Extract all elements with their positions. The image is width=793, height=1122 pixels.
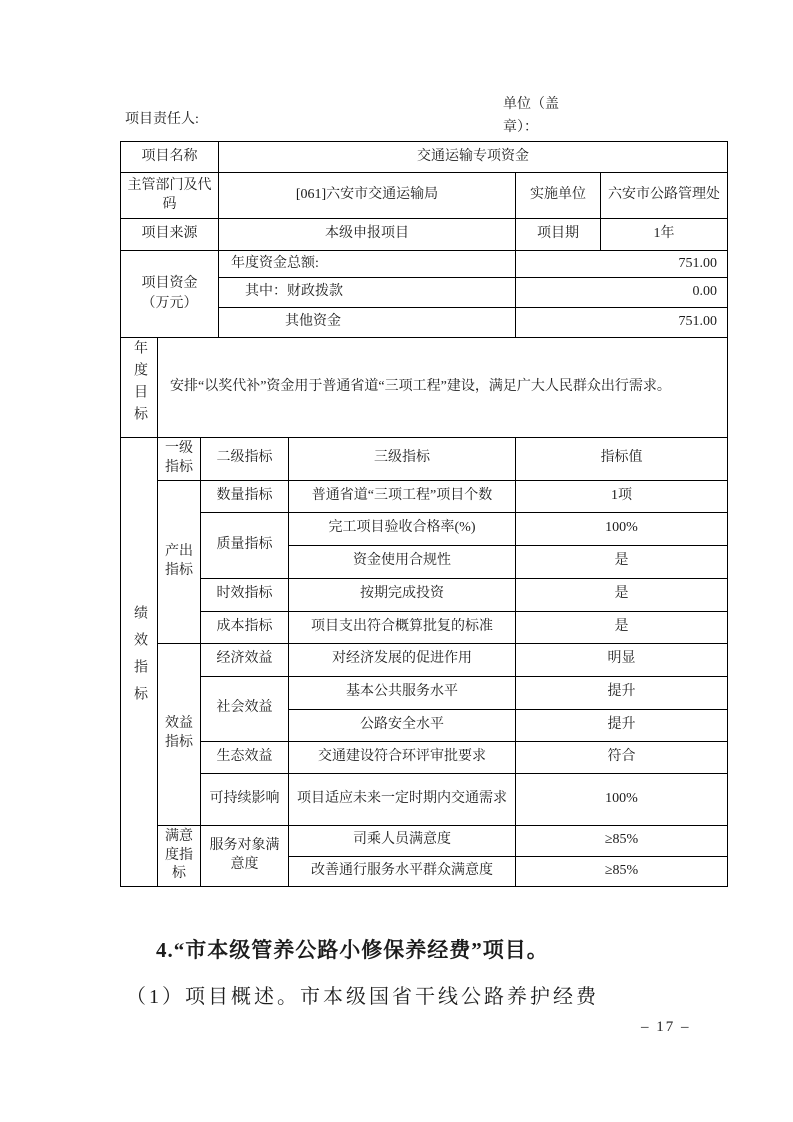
period-value: 1年	[601, 219, 728, 251]
annual-goal-label-cell	[121, 338, 158, 438]
indicator-name-cell: 普通省道“三项工程”项目个数	[289, 480, 516, 512]
level2-cell: 成本指标	[201, 611, 289, 643]
annual-goal-label: 年度目标	[132, 340, 147, 428]
responsible-person-label: 项目责任人:	[125, 112, 199, 127]
indicator-name-cell: 项目支出符合概算批复的标准	[289, 611, 516, 643]
funds-label	[121, 251, 219, 338]
indicator-value-cell: 1项	[516, 480, 728, 512]
annual-goal-table	[120, 337, 728, 438]
indicator-value-cell: 100%	[516, 773, 728, 825]
level2-cell: 经济效益	[201, 643, 289, 676]
indicator-value-cell: 明显	[516, 643, 728, 676]
indicator-name-cell: 公路安全水平	[289, 709, 516, 741]
indicator-row	[121, 643, 728, 676]
indicator-row	[121, 741, 728, 773]
funds-other-label: 其他资金	[219, 308, 516, 338]
indicator-name-cell: 项目适应未来一定时期内交通需求	[289, 773, 516, 825]
section-heading: 4.“市本级管养公路小修保养经费”项目。	[156, 938, 549, 963]
indicator-value-cell: 提升	[516, 709, 728, 741]
level1-cell: 效益指标	[158, 643, 201, 825]
indicator-name-cell: 改善通行服务水平群众满意度	[289, 857, 516, 887]
project-name-label: 项目名称	[121, 142, 219, 173]
header-value: 指标值	[516, 437, 728, 480]
body-paragraph: （1）项目概述。市本级国省干线公路养护经费	[126, 986, 599, 1009]
indicator-value-cell: 是	[516, 611, 728, 643]
indicator-value-cell: 100%	[516, 512, 728, 545]
level2-cell: 服务对象满意度	[201, 825, 289, 887]
level1-cell: 产出指标	[158, 480, 201, 643]
header-level3: 三级指标	[289, 437, 516, 480]
funds-label-line1: 项目资金	[141, 276, 198, 291]
funds-fiscal-label: 其中：财政拨款	[219, 278, 516, 308]
indicator-value-cell: ≥85%	[516, 857, 728, 887]
table-row	[121, 219, 728, 251]
indicator-name-cell: 完工项目验收合格率(%)	[289, 512, 516, 545]
indicator-row	[121, 773, 728, 825]
table-row	[121, 251, 728, 278]
table-row	[121, 338, 728, 438]
annual-goal-text: 安排“以奖代补”资金用于普通省道“三项工程”建设，满足广大人民群众出行需求。	[158, 338, 728, 438]
performance-side-label-cell	[121, 437, 158, 886]
indicator-row	[121, 825, 728, 856]
level2-cell: 生态效益	[201, 741, 289, 773]
performance-indicator-table	[120, 437, 728, 887]
funds-fiscal-value: 0.00	[516, 278, 728, 308]
indicator-name-cell: 对经济发展的促进作用	[289, 643, 516, 676]
document-content	[120, 141, 727, 1009]
project-name-value: 交通运输专项资金	[219, 142, 728, 173]
indicator-row	[121, 578, 728, 611]
indicator-name-cell: 司乘人员满意度	[289, 825, 516, 856]
impl-unit-value: 六安市公路管理处	[601, 173, 728, 219]
indicator-row	[121, 512, 728, 545]
dept-label: 主管部门及代码	[121, 173, 219, 219]
table-row	[121, 173, 728, 219]
header-level2: 二级指标	[201, 437, 289, 480]
period-label: 项目期	[516, 219, 601, 251]
indicator-value-cell: 符合	[516, 741, 728, 773]
indicator-header-row	[121, 437, 728, 480]
funds-total-value: 751.00	[516, 251, 728, 278]
source-label: 项目来源	[121, 219, 219, 251]
funds-total-label: 年度资金总额:	[219, 251, 516, 278]
indicator-name-cell: 交通建设符合环评审批要求	[289, 741, 516, 773]
level2-cell: 可持续影响	[201, 773, 289, 825]
level2-cell: 时效指标	[201, 578, 289, 611]
header-level1: 一级指标	[158, 437, 201, 480]
funds-label-line2: （万元）	[141, 296, 198, 311]
page-number: – 17 –	[641, 1019, 691, 1035]
indicator-value-cell: 是	[516, 578, 728, 611]
indicator-value-cell: 提升	[516, 676, 728, 709]
indicator-row	[121, 676, 728, 709]
funds-other-value: 751.00	[516, 308, 728, 338]
source-value: 本级申报项目	[219, 219, 516, 251]
indicator-name-cell: 按期完成投资	[289, 578, 516, 611]
performance-side-label: 绩效指标	[132, 604, 147, 713]
level2-cell: 质量指标	[201, 512, 289, 578]
indicator-row	[121, 480, 728, 512]
impl-unit-label: 实施单位	[516, 173, 601, 219]
indicator-name-cell: 基本公共服务水平	[289, 676, 516, 709]
level1-cell: 满意度指标	[158, 825, 201, 887]
indicator-value-cell: 是	[516, 545, 728, 578]
level2-cell: 数量指标	[201, 480, 289, 512]
dept-value: [061]六安市交通运输局	[219, 173, 516, 219]
level2-cell: 社会效益	[201, 676, 289, 741]
table-row	[121, 142, 728, 173]
indicator-value-cell: ≥85%	[516, 825, 728, 856]
indicator-row	[121, 611, 728, 643]
unit-seal-label: 单位（盖章）：	[503, 97, 559, 135]
indicator-name-cell: 资金使用合规性	[289, 545, 516, 578]
project-info-table	[120, 141, 728, 338]
